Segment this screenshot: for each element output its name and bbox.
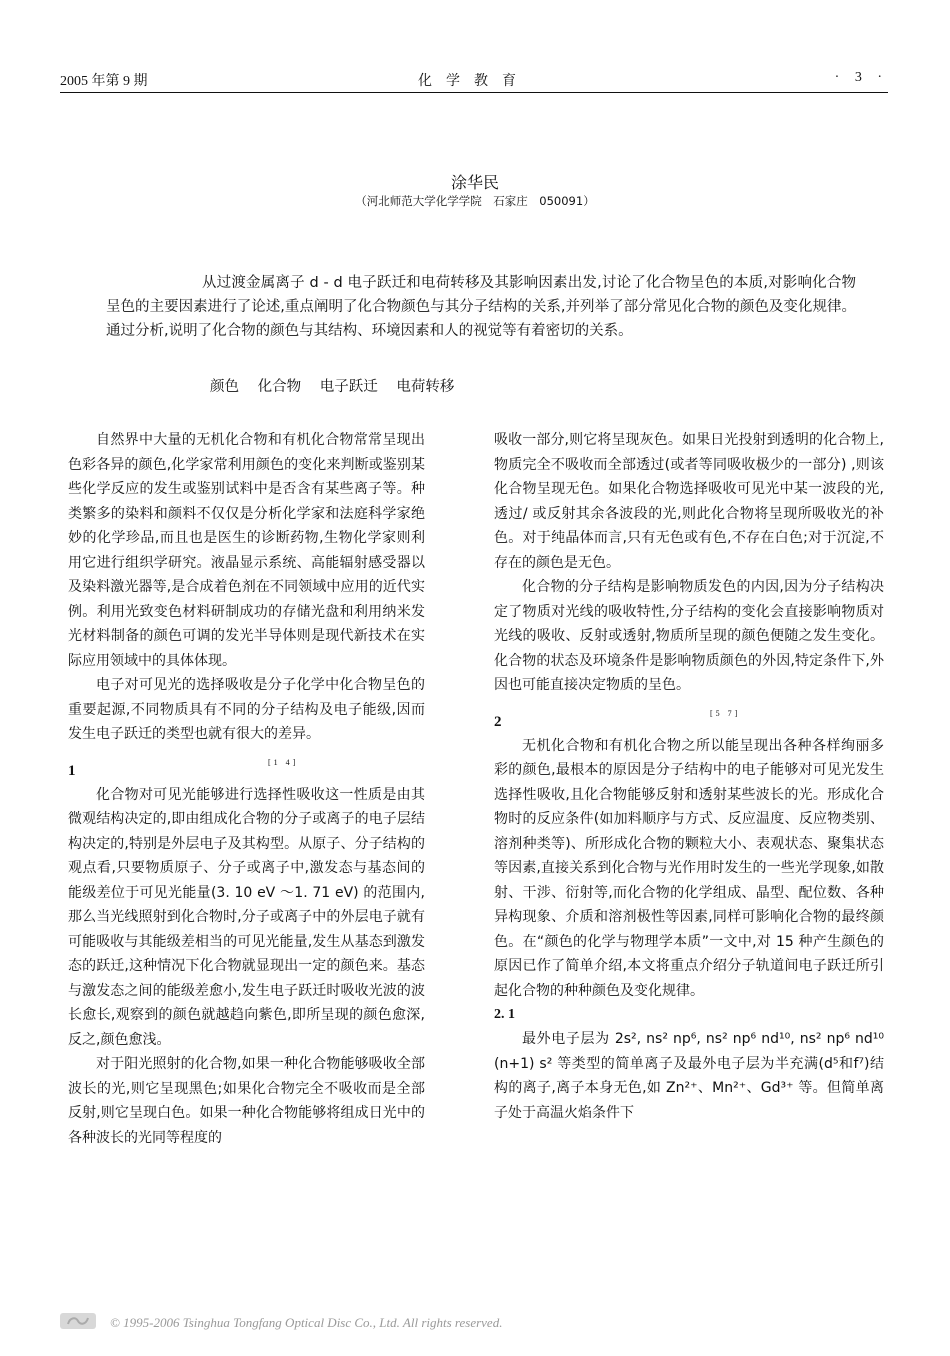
footer bbox=[60, 1313, 888, 1333]
journal-title: 化学教育 bbox=[418, 73, 530, 89]
paragraph: 最外电子层为 2s², ns² np⁶, ns² np⁶ nd¹⁰, ns² np⁶ nd¹⁰ (n+1) s² 等类型的简单离子及最外电子层为半充满(d⁵和f⁷)结构的离子,离子本身无色,如 Zn²⁺、Mn²⁺、Gd³⁺ 等。但简单离子处于高温火焰条件下 bbox=[494, 1031, 884, 1121]
header-rule bbox=[60, 92, 888, 93]
left-column bbox=[68, 428, 425, 1150]
paragraph: 吸收一部分,则它将呈现灰色。如果日光投射到透明的化合物上,物质完全不吸收而全部透过(或者等同吸收极少的一部分) ,则该化合物呈现无色。如果化合物选择吸收可见光中某一波段的光,透过/ 或反射其余各波段的光,则此化合物将呈现所吸收光的补色。对于纯晶体而言,只有无色或有色,不存在白色;对于沉淀,不存在的颜色是无色。 bbox=[494, 432, 884, 571]
author-name: 涂华民 bbox=[450, 173, 499, 192]
page-number: · 3 · bbox=[834, 70, 888, 85]
section-heading-2 bbox=[494, 698, 884, 734]
paragraph: 对于阳光照射的化合物,如果一种化合物能够吸收全部波长的光,则它呈现黑色;如果化合物完全不吸收而是全部反射,则它呈现白色。如果一种化合物能够将组成日光中的各种波长的光同等程度的 bbox=[68, 1056, 425, 1146]
subsection-heading: 2. 1 bbox=[494, 1007, 515, 1022]
citation-ref: [5 7] bbox=[710, 708, 741, 718]
paragraph: 化合物的分子结构是影响物质发色的内因,因为分子结构决定了物质对光线的吸收特性,分子结构的变化会直接影响物质对光线的吸收、反射或透射,物质所呈现的颜色便随之发生变化。化合物的状态及环境条件是影响物质颜色的外因,特定条件下,外因也可能直接决定物质的呈色。 bbox=[494, 579, 884, 693]
section-number: 2 bbox=[494, 713, 502, 730]
paragraph: 电子对可见光的选择吸收是分子化学中化合物呈色的重要起源,不同物质具有不同的分子结构及电子能级,因而发生电子跃迁的类型也就有很大的差异。 bbox=[68, 677, 425, 742]
section-heading-1 bbox=[68, 747, 425, 783]
abstract-text: 从过渡金属离子 d - d 电子跃迁和电荷转移及其影响因素出发,讨论了化合物呈色的本质,对影响化合物呈色的主要因素进行了论述,重点阐明了化合物颜色与其分子结构的关系,并列举了部分常见化合物的颜色及变化规律。通过分析,说明了化合物的颜色与其结构、环境因素和人的视觉等有着密切的关系。 bbox=[106, 275, 856, 339]
issue-label: 2005 年第 9 期 bbox=[60, 74, 148, 89]
keywords: 颜色 化合物 电子跃迁 电荷转移 bbox=[210, 379, 455, 395]
running-header bbox=[60, 70, 888, 90]
right-column bbox=[494, 428, 884, 1125]
copyright-notice: © 1995-2006 Tsinghua Tongfang Optical Disc Co., Ltd. All rights reserved. bbox=[110, 1315, 503, 1330]
abstract bbox=[106, 271, 856, 343]
publisher-logo-icon bbox=[60, 1313, 96, 1329]
section-number: 1 bbox=[68, 762, 76, 779]
citation-ref: [1 4] bbox=[268, 757, 299, 767]
paragraph: 化合物对可见光能够进行选择性吸收这一性质是由其微观结构决定的,即由组成化合物的分子或离子的电子层结构决定的,特别是外层电子及其构型。从原子、分子结构的观点看,只要物质原子、分子或离子中,激发态与基态间的能级差位于可见光能量(3. 10 eV ～1. 71 eV) 的范围内,那么当光线照射到化合物时,分子或离子中的外层电子就有可能吸收与其能级差相当的可见光能量,发生从基态到激发态的跃迁,这种情况下化合物就显现出一定的颜色来。基态与激发态之间的能级差愈小,发生电子跃迁时吸收光波的波长愈长,观察到的颜色就越趋向紫色,即所呈现的颜色愈深,反之,颜色愈浅。 bbox=[68, 786, 425, 1048]
paragraph: 自然界中大量的无机化合物和有机化合物常常呈现出色彩各异的颜色,化学家常利用颜色的变化来判断或鉴别某些化学反应的发生或鉴别试料中是否含有某些离子等。种类繁多的染料和颜料不仅仅是分析化学家和法庭科学家绝妙的化学珍品,而且也是医生的诊断药物,生物化学家则利用它进行组织学研究。液晶显示系统、高能辐射感受器以及染料激光器等,是合成着色剂在不同领域中应用的近代实例。利用光致变色材料研制成功的存储光盘和利用纳米发光材料制备的颜色可调的发光半导体则是现代新技术在实际应用领域中的具体体现。 bbox=[68, 432, 425, 669]
author-affiliation: （河北师范大学化学学院 石家庄 050091） bbox=[355, 194, 595, 208]
paragraph: 无机化合物和有机化合物之所以能呈现出各种各样绚丽多彩的颜色,最根本的原因是分子结构中的电子能够对可见光发生选择性吸收,且化合物能够反射和透射某些波长的光。形成化合物时的反应条件(如加料顺序与方式、反应温度、反应物类别、溶剂种类等)、所形成化合物的颗粒大小、表观状态、聚集状态等因素,直接关系到化合物与光作用时发生的一些光学现象,如散射、干涉、衍射等,而化合物的化学组成、晶型、配位数、各种异构现象、介质和溶剂极性等因素,同样可影响化合物的最终颜色。在“颜色的化学与物理学本质”一文中,对 15 种产生颜色的原因已作了简单介绍,本文将重点介绍分子轨道间电子跃迁所引起化合物的种种颜色及变化规律。 bbox=[494, 737, 884, 999]
